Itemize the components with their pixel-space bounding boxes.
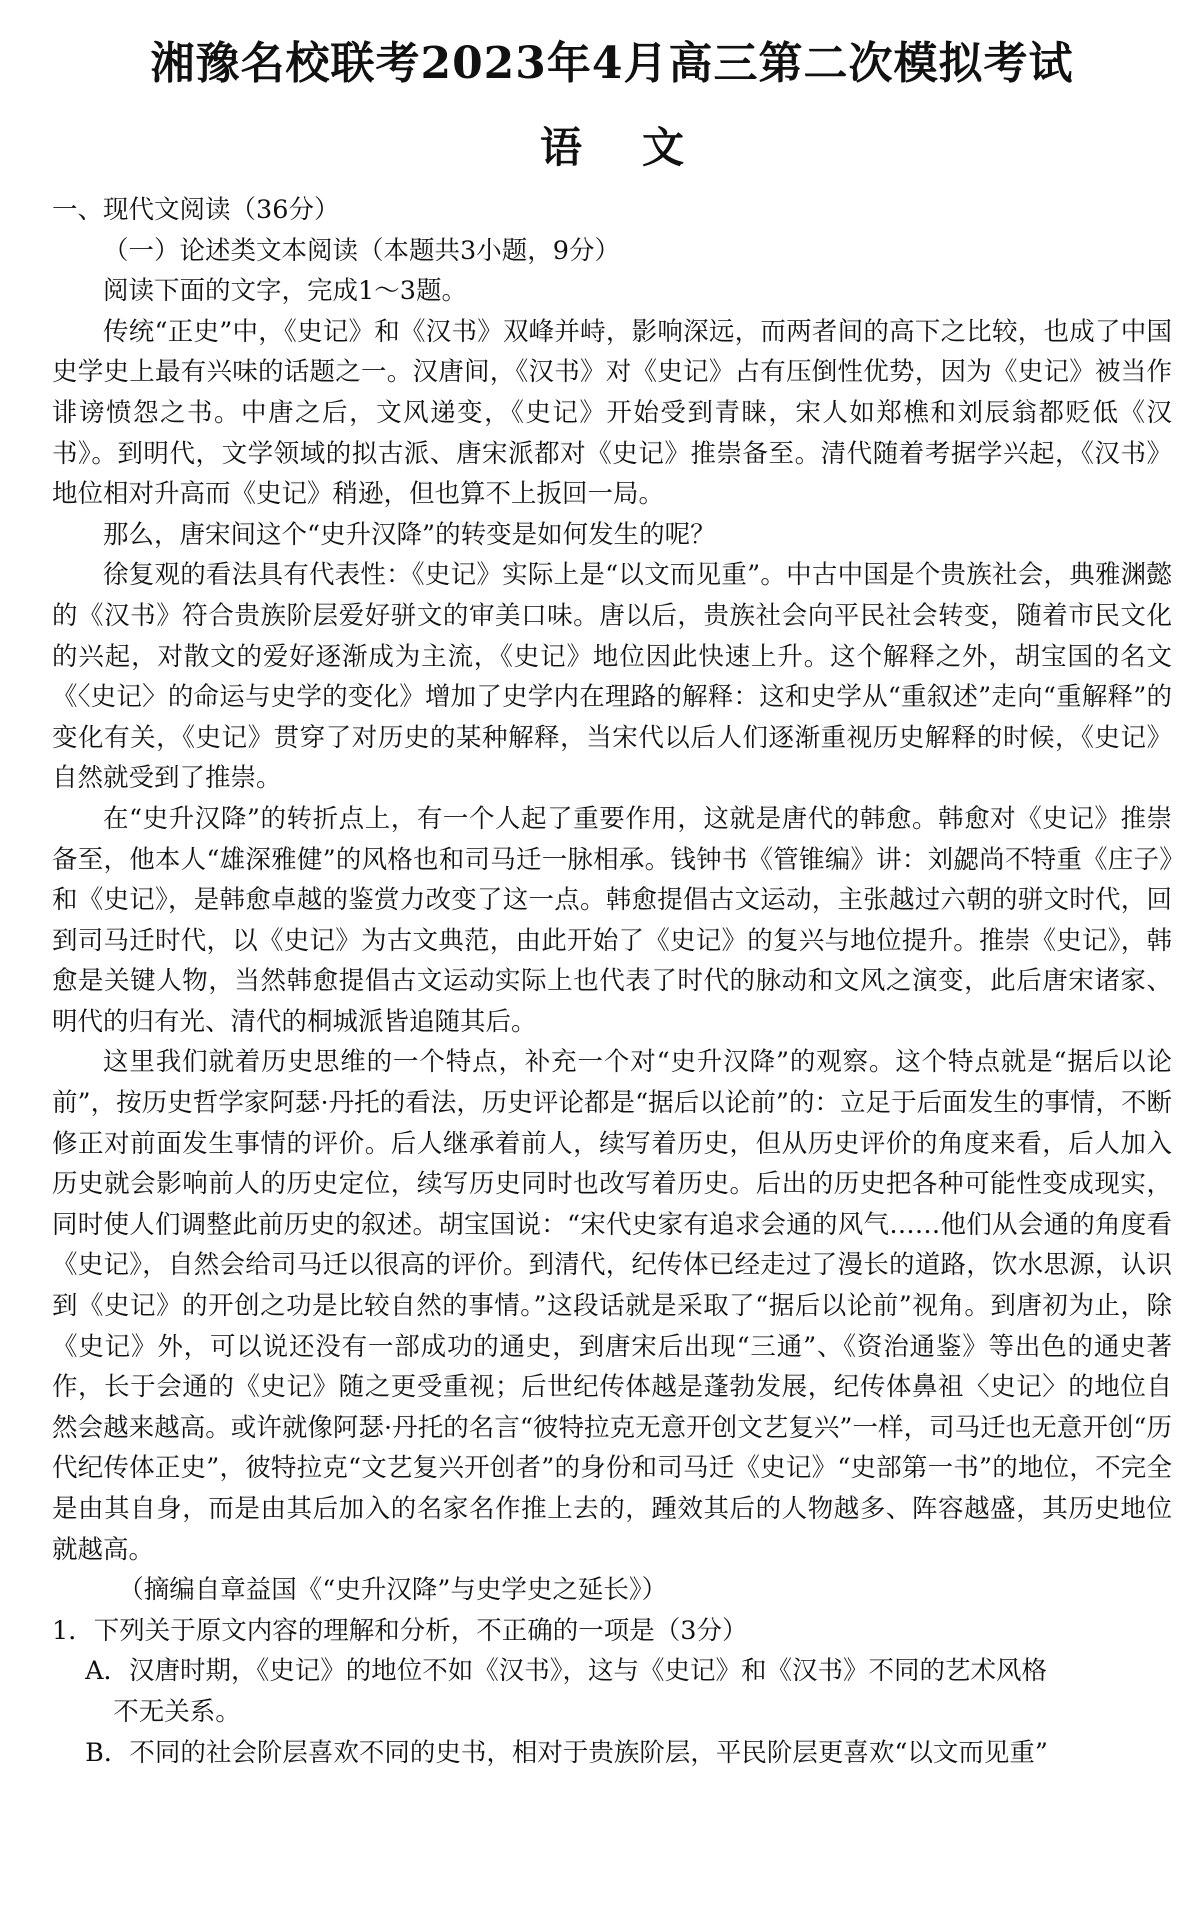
section-heading: 一、现代文阅读（36分） bbox=[52, 195, 340, 225]
subject-title: 语文 bbox=[539, 123, 744, 172]
article-paragraph-2: 那么，唐宋间这个“史升汉降”的转变是如何发生的呢？ bbox=[103, 519, 716, 550]
article-source: （摘编自章益国《“史升汉降”与史学史之延长》） bbox=[118, 1575, 668, 1606]
exam-title: 湘豫名校联考2023年4月高三第二次模拟考试 bbox=[150, 38, 1074, 89]
question-1-option-b: B．不同的社会阶层喜欢不同的史书，相对于贵族阶层，平民阶层更喜欢“以文而见重” bbox=[85, 1737, 1048, 1768]
question-1-option-a-continued: 不无关系。 bbox=[113, 1696, 241, 1727]
article-paragraph-4: 在“史升汉降”的转折点上，有一个人起了重要作用，这就是唐代的韩愈。韩愈对《史记》推崇备至，他本人“雄深雅健”的风格也和司马迁一脉相承。钱钟书《管锥编》讲：刘勰尚不特重《庄子》和《史记》，是韩愈卓越的鉴赏力改变了这一点。韩愈提倡古文运动，主张越过六朝的骈文时代，回到司马迁时代，以《史记》为古文典范，由此开始了《史记》的复兴与地位提升。推崇《史记》，韩愈是关键人物，当然韩愈提倡古文运动实际上也代表了时代的脉动和文风之演变，此后唐宋诸家、明代的归有光、清代的桐城派皆追随其后。 bbox=[52, 803, 1172, 1037]
question-1-stem: 1．下列关于原文内容的理解和分析，不正确的一项是（3分） bbox=[52, 1615, 748, 1646]
subsection-heading: （一）论述类文本阅读（本题共3小题，9分） bbox=[103, 235, 620, 266]
article-paragraph-1: 传统“正史”中，《史记》和《汉书》双峰并峙，影响深远，而两者间的高下之比较，也成了中国史学史上最有兴味的话题之一。汉唐间，《汉书》对《史记》占有压倒性优势，因为《史记》被当作诽谤愤怨之书。中唐之后，文风递变，《史记》开始受到青睐，宋人如郑樵和刘辰翁都贬低《汉书》。到明代，文学领域的拟古派、唐宋派都对《史记》推崇备至。清代随着考据学兴起，《汉书》地位相对升高而《史记》稍逊，但也算不上扳回一局。 bbox=[52, 316, 1172, 510]
article-paragraph-3: 徐复观的看法具有代表性：《史记》实际上是“以文而见重”。中古中国是个贵族社会，典雅渊懿的《汉书》符合贵族阶层爱好骈文的审美口味。唐以后，贵族社会向平民社会转变，随着市民文化的兴起，对散文的爱好逐渐成为主流，《史记》地位因此快速上升。这个解释之外，胡宝国的名文《〈史记〉的命运与史学的变化》增加了史学内在理路的解释：这和史学从“重叙述”走向“重解释”的变化有关，《史记》贯穿了对历史的某种解释，当宋代以后人们逐渐重视历史解释的时候，《史记》自然就受到了推崇。 bbox=[52, 560, 1172, 794]
question-1-option-a: A．汉唐时期，《史记》的地位不如《汉书》，这与《史记》和《汉书》不同的艺术风格 bbox=[85, 1656, 1048, 1687]
reading-instruction: 阅读下面的文字，完成1～3题。 bbox=[103, 276, 467, 307]
article-paragraph-5: 这里我们就着历史思维的一个特点，补充一个对“史升汉降”的观察。这个特点就是“据后以论前”，按历史哲学家阿瑟·丹托的看法，历史评论都是“据后以论前”的：立足于后面发生的事情，不断修正对前面发生事情的评价。后人继承着前人，续写着历史，但从历史评价的角度来看，后人加入历史就会影响前人的历史定位，续写历史同时也改写着历史。后出的历史把各种可能性变成现实，同时使人们调整此前历史的叙述。胡宝国说：“宋代史家有追求会通的风气……他们从会通的角度看《史记》，自然会给司马迁以很高的评价。到清代，纪传体已经走过了漫长的道路，饮水思源，认识到《史记》的开创之功是比较自然的事情。”这段话就是采取了“据后以论前”视角。到唐初为止，除《史记》外，可以说还没有一部成功的通史，到唐宋后出现“三通”、《资治通鉴》等出色的通史著作，长于会通的《史记》随之更受重视；后世纪传体越是蓬勃发展，纪传体鼻祖〈史记〉的地位自然会越来越高。或许就像阿瑟·丹托的名言“彼特拉克无意开创文艺复兴”一样，司马迁也无意开创“历代纪传体正史”，彼特拉克“文艺复兴开创者”的身份和司马迁《史记》“史部第一书”的地位，不完全是由其自身，而是由其后加入的名家名作推上去的，踵效其后的人物越多、阵容越盛，其历史地位就越高。 bbox=[52, 1047, 1172, 1565]
